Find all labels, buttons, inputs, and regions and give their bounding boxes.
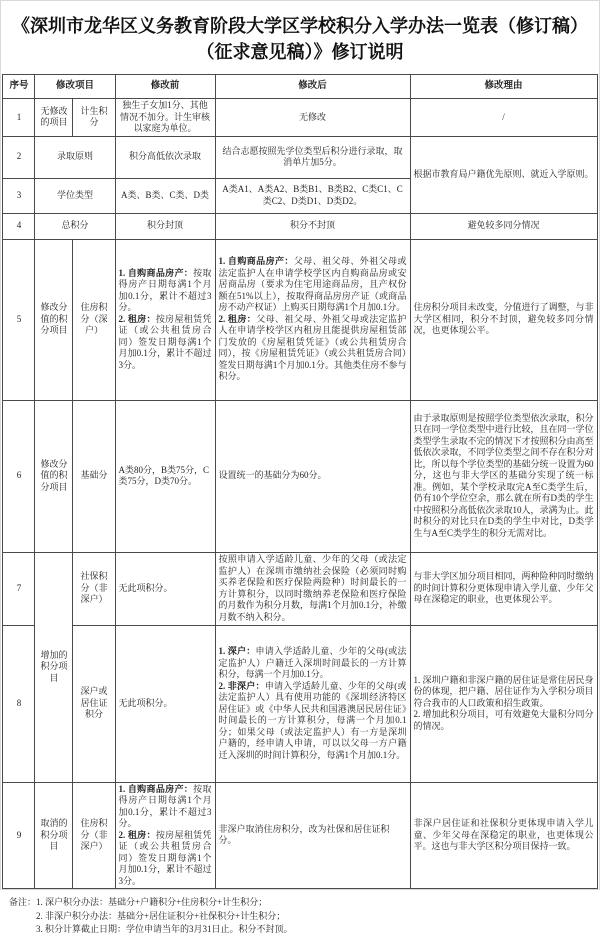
footnotes-list <box>36 896 293 937</box>
cell-r2-no: 2 <box>3 136 35 178</box>
cell-r6-item: 修改分值的积分项目 <box>35 400 73 552</box>
cell-r3-before: A类、B类、C类、D类 <box>115 178 215 213</box>
cell-r9-reason: 非深户居住证和社保积分更体现申请入学儿童、少年父母在深稳定的职业，也更体现公平。这也与非大学区积分项目保持一致。 <box>410 782 597 889</box>
header-before: 修改前 <box>115 75 215 99</box>
cell-r8-after: 1. 深户：申请入学适龄儿童、少年的父母(或法定监护人）户籍迁入深圳时间最长的一方计算积分，每满一个月加0.1分。 2. 非深户：申请入学适龄儿童、少年的父母(或法定监护人）具有使用功能的《深圳经济特区居住证》或《中华人民共和国港澳居民居住证》时间最长的一方计算积分，每满一个月加0.1分；如果父母（或法定监护人）有一方是深圳户籍的，经申请人申请，可以以父母一方户籍迁入深圳的时间计算积分，每满1个月加0.1分。 <box>215 625 410 782</box>
cell-r9-before: 1. 自购商品房产：按取得房产日期每满1个月加0.1分，累计不超过3分。 2. 租房：按房屋租赁凭证（或公共租赁房合同）签发日期每满1个月加0.1分，累计不超过3分。 <box>115 782 215 889</box>
footnote-item: 1. 深户积分办法：基础分+户籍积分+住房积分+计生积分； <box>36 897 268 907</box>
table-row <box>3 136 597 178</box>
cell-r3-after: A类A1、A类A2、B类B1、B类B2、C类C1、C类C2、D类D1、D类D2。 <box>215 178 410 213</box>
cell-r1-no: 1 <box>3 99 35 137</box>
cell-r5-after: 1. 自购商品房产：父母、祖父母、外祖父母或法定监护人在申请学校学区内自购商品房或安居商品房（要求为住宅用途商品房，且产权份额在51%以上），按取得商品房房产证（或商品房不动产权证）上购买日期每满1个月加0.1分。 2. 租房：父母、祖父母、外祖父母或法定监护人在申请学校学区内租房且能提供房屋租赁部门发放的《房屋租赁凭证》（或公共租赁房合同），按《房屋租赁凭证》（或公共租赁房合同）签发日期每满1个月加0.1分。其他类住房不参与积分。 <box>215 239 410 400</box>
revision-table <box>2 74 597 889</box>
cell-r5-sub: 住房积分（深户） <box>73 239 115 400</box>
cell-r8-before: 无此项积分。 <box>115 625 215 782</box>
cell-r3-no: 3 <box>3 178 35 213</box>
cell-r1-item: 无修改的项目 <box>35 99 73 137</box>
cell-r4-item: 总积分 <box>35 213 115 239</box>
cell-r7-r8-item: 增加的积分项目 <box>35 552 73 782</box>
table-row <box>3 99 597 137</box>
cell-r6-no: 6 <box>3 400 35 552</box>
table-row <box>3 782 597 889</box>
cell-r6-before: A类80分，B类75分，C类75分，D类70分。 <box>115 400 215 552</box>
cell-r1-after: 无修改 <box>215 99 410 137</box>
cell-r9-no: 9 <box>3 782 35 889</box>
cell-r5-item: 修改分值的积分项目 <box>35 239 73 400</box>
cell-r7-after: 按照申请入学适龄儿童、少年的父母（或法定监护人）在深圳市缴纳社会保险（必须同时购买养老保险和医疗保险两险种）时间最长的一方计算积分，以同时缴纳养老保险和医疗保险的月数作为积分月数，每满1个月加0.1分，补缴月数不纳入积分。 <box>215 552 410 625</box>
cell-r2-before: 积分高低依次录取 <box>115 136 215 178</box>
footnotes-label: 备注： <box>9 897 37 907</box>
header-no: 序号 <box>3 75 35 99</box>
cell-r9-after: 非深户取消住房积分，改为社保和居住证积分。 <box>215 782 410 889</box>
cell-r5-reason: 住房积分项目未改变，分值进行了调整，与非大学区相同，积分不封顶，避免较多同分情况，也更体现公平。 <box>410 239 597 400</box>
footnote-item: 2. 非深户积分办法：基础分+居住证积分+社保积分+计生积分； <box>36 910 286 921</box>
cell-r2-item: 录取原则 <box>35 136 115 178</box>
cell-r4-after: 积分不封顶 <box>215 213 410 239</box>
cell-r8-no: 8 <box>3 625 35 782</box>
cell-r1-before: 独生子女加1分、其他情况不加分。计生审核以家庭为单位。 <box>115 99 215 137</box>
cell-r4-reason: 避免较多同分情况 <box>410 213 597 239</box>
cell-r2-after: 结合志愿按照先学位类型后积分进行录取，取消单片加5分。 <box>215 136 410 178</box>
cell-r9-item: 取消的积分项目 <box>35 782 73 889</box>
cell-r2-r3-reason: 根据市教育局户籍优先原则、就近入学原则。 <box>410 136 597 213</box>
page-title: 《深圳市龙华区义务教育阶段大学区学校积分入学办法一览表（修订稿）（征求意见稿）》修订说明 <box>12 16 588 62</box>
cell-r5-no: 5 <box>3 239 35 400</box>
table-row <box>3 239 597 400</box>
cell-r7-no: 7 <box>3 552 35 625</box>
cell-r4-no: 4 <box>3 213 35 239</box>
footnotes <box>9 896 599 937</box>
cell-r8-sub: 深户或居住证积分 <box>73 625 115 782</box>
header-reason: 修改理由 <box>410 75 597 99</box>
cell-r6-after: 设置统一的基础分为60分。 <box>215 400 410 552</box>
cell-r7-reason: 与非大学区加分项目相同，两种险种同时缴纳的时间计算积分更体现申请入学儿童、少年父母在深稳定的职业，也更体现公平。 <box>410 552 597 625</box>
table-header-row <box>3 75 597 99</box>
footnote-item: 3. 积分计算截止日期：学位申请当年的3月31日止。积分不封顶。 <box>36 924 293 934</box>
cell-r8-reason: 1. 深圳户籍和非深户籍的居住证是常住居民身份的体现，把户籍、居住证作为入学积分项目符合我市的人口政策和招生政策。 2. 增加此积分项目，可有效避免大量积分同分的情况。 <box>410 625 597 782</box>
header-item: 修改项目 <box>35 75 115 99</box>
table-row <box>3 625 597 782</box>
table-row <box>3 400 597 552</box>
table-row <box>3 552 597 625</box>
cell-r1-reason: / <box>410 99 597 137</box>
cell-r7-before: 无此项积分。 <box>115 552 215 625</box>
cell-r6-reason: 由于录取原则是按照学位类型依次录取，积分只在同一学位类型中进行比较，且在同一学位类型学生录取不完的情况下才按照积分由高至低依次录取，不同学位类型之间不存在积分对比，所以每个学位类型的基础分统一设置为60分，这也与非大学区的基础分实现了统一标准。例如，某个学校录取完A至C类学生后，仍有10个学位空余，那么就在所有D类的学生中按照积分高低依次录取10人，录满为止。此时积分的对比只在D类的学生中对比，D类学生与A至C类学生的积分无需对比。 <box>410 400 597 552</box>
header-after: 修改后 <box>215 75 410 99</box>
cell-r3-item: 学位类型 <box>35 178 115 213</box>
cell-r4-before: 积分封顶 <box>115 213 215 239</box>
table-row <box>3 213 597 239</box>
cell-r7-sub: 社保积分（非深户） <box>73 552 115 625</box>
cell-r9-sub: 住房积分（非深户） <box>73 782 115 889</box>
cell-r1-sub: 计生积分 <box>73 99 115 137</box>
cell-r6-sub: 基础分 <box>73 400 115 552</box>
cell-r5-before: 1. 自购商品房产：按取得房产日期每满1个月加0.1分，累计不超过3分。 2. 租房：按房屋租赁凭证（或公共租赁房合同）签发日期每满1个月加0.1分，累计不超过3分。 <box>115 239 215 400</box>
